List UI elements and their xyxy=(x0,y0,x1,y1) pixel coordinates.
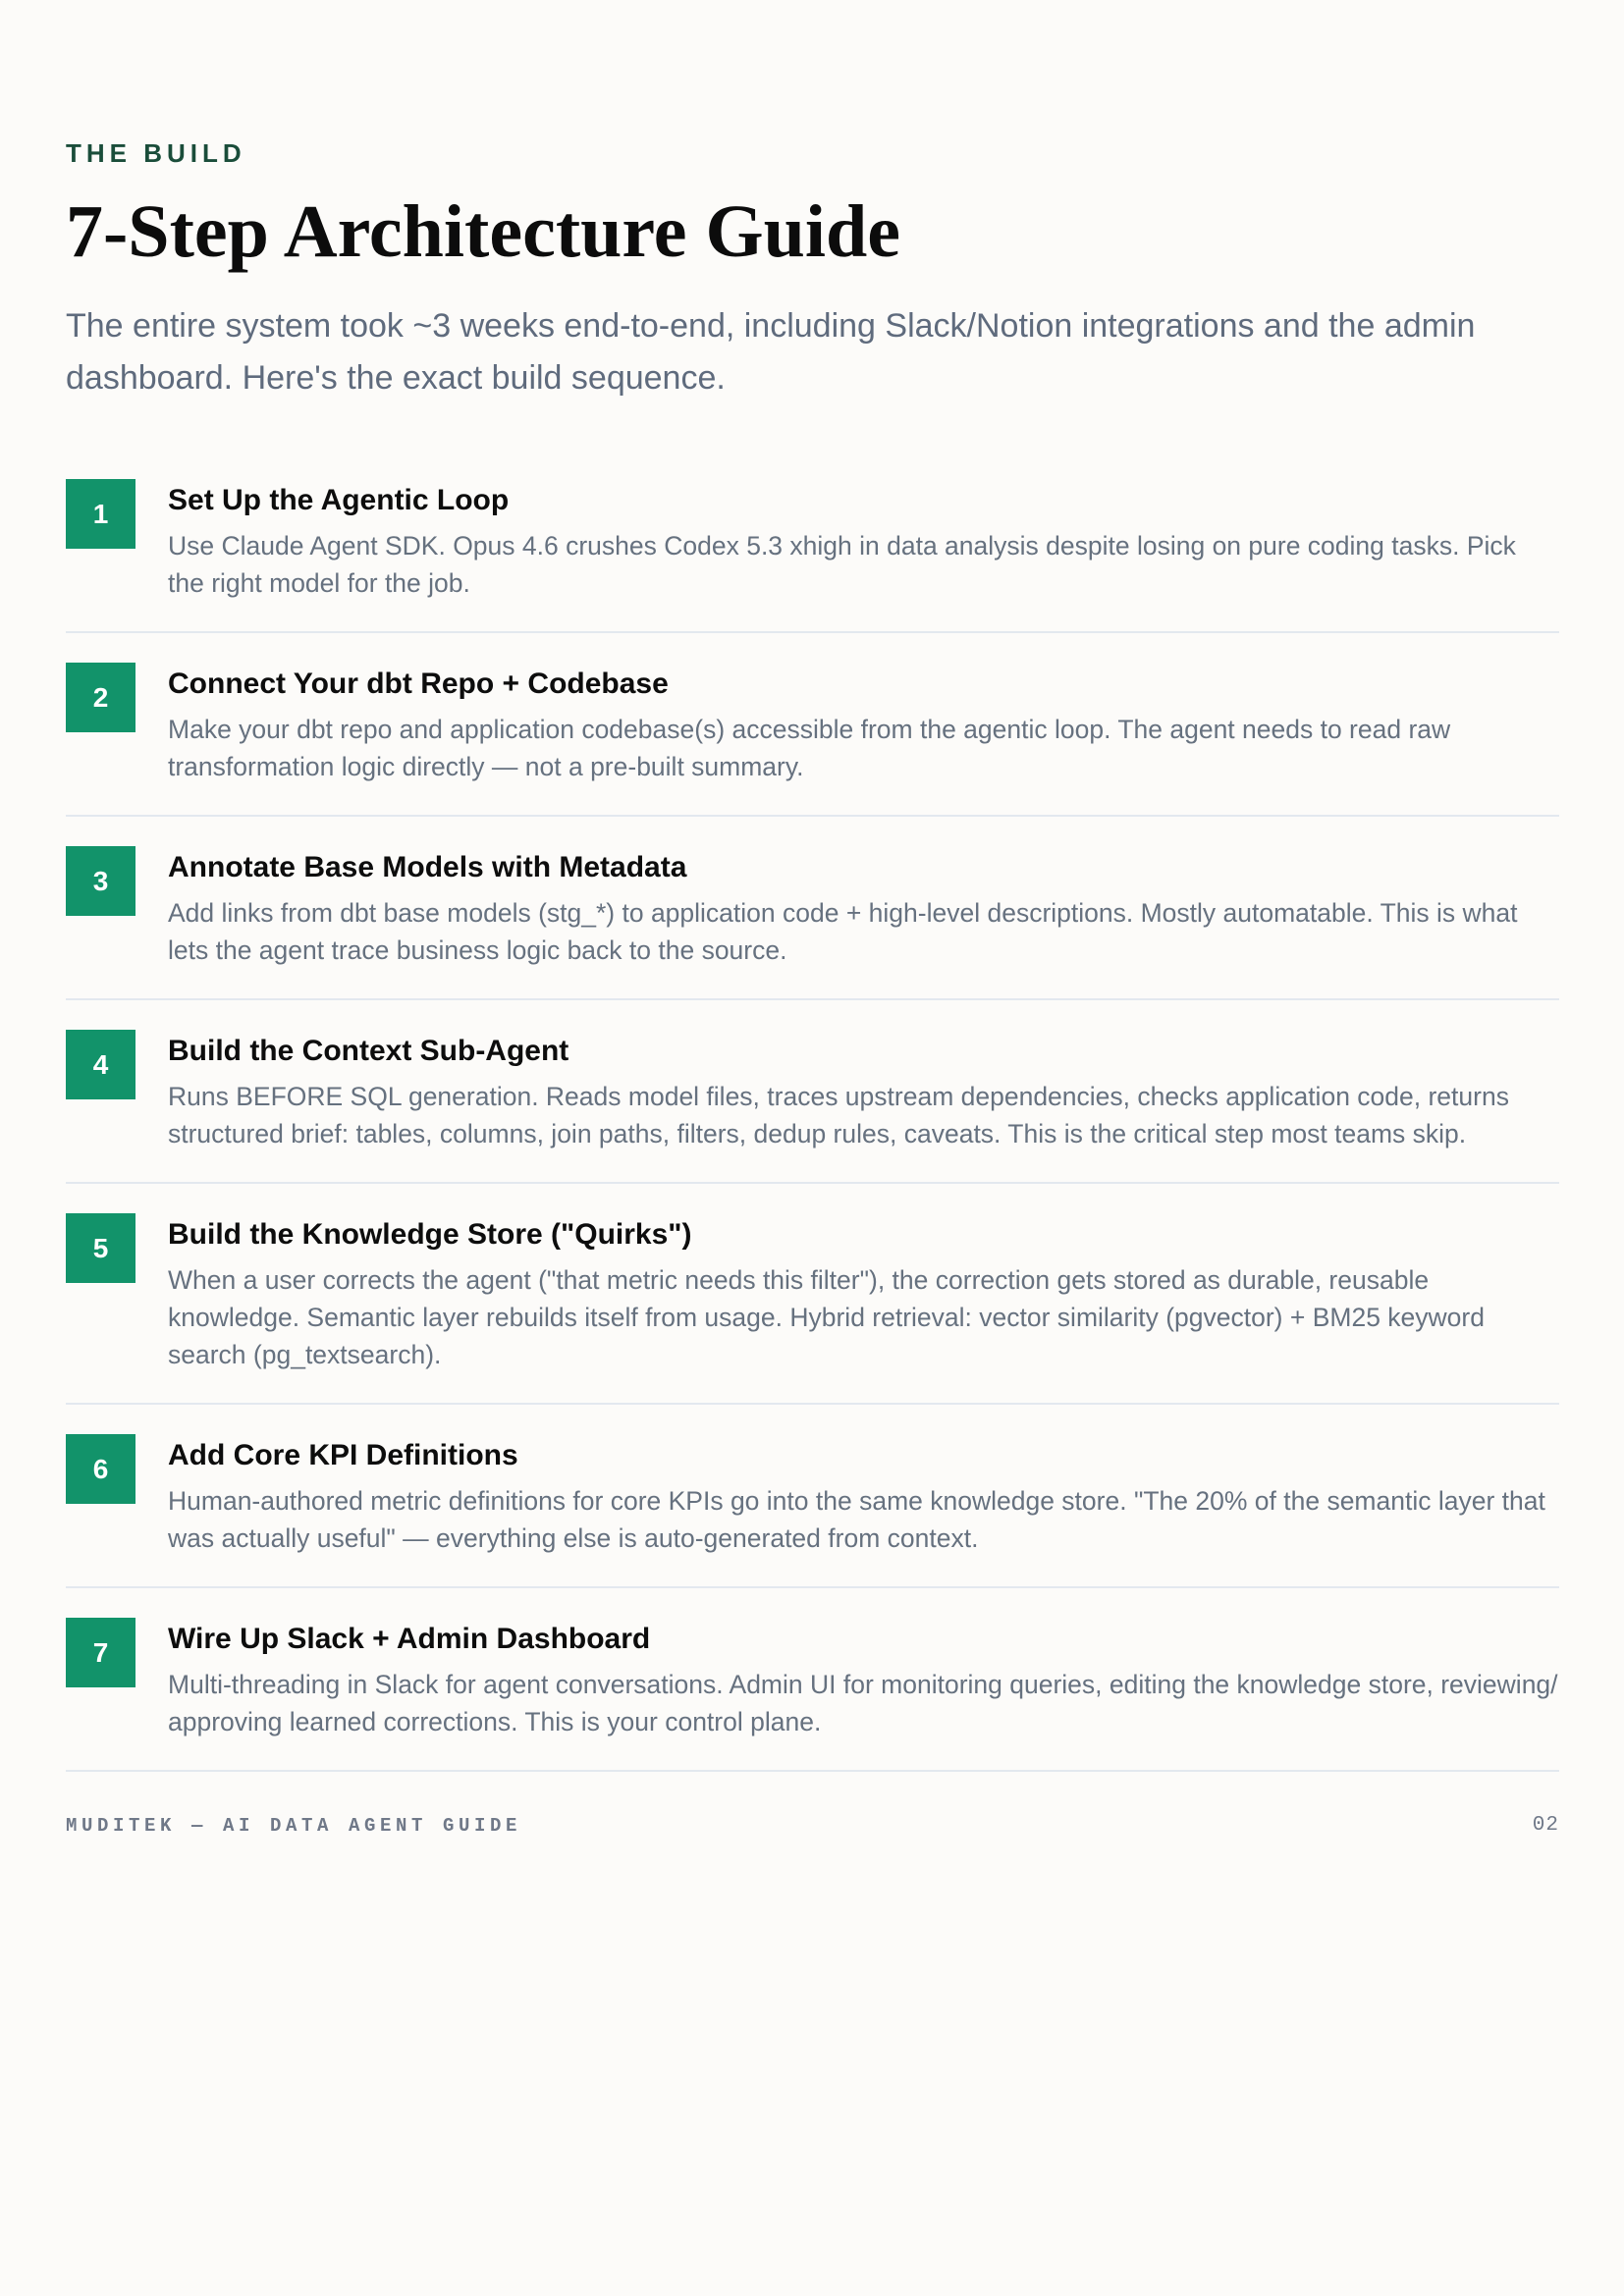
footer-brand: MUDITEK — AI DATA AGENT GUIDE xyxy=(66,1814,522,1837)
step-title: Build the Knowledge Store ("Quirks") xyxy=(168,1218,692,1251)
page-title: 7-Step Architecture Guide xyxy=(66,190,900,273)
step-description: Human-authored metric definitions for core KPIs go into the same knowledge store. "The 20% of the semantic layer that was actually useful" — everything else is auto-generated from context. xyxy=(168,1486,1545,1553)
step-number-badge: 6 xyxy=(66,1434,135,1504)
page-number: 02 xyxy=(1532,1814,1559,1837)
step-item xyxy=(66,1618,1559,1772)
step-item xyxy=(66,1213,1559,1405)
step-item xyxy=(66,663,1559,817)
step-title: Set Up the Agentic Loop xyxy=(168,484,510,516)
step-title: Wire Up Slack + Admin Dashboard xyxy=(168,1623,651,1655)
step-title: Annotate Base Models with Metadata xyxy=(168,851,687,883)
step-body xyxy=(168,1438,1559,1557)
step-body xyxy=(168,850,1559,969)
step-body xyxy=(168,1217,1559,1373)
step-body xyxy=(168,1034,1559,1152)
step-number-badge: 7 xyxy=(66,1618,135,1687)
step-list xyxy=(66,479,1559,1772)
step-item xyxy=(66,479,1559,633)
step-number-badge: 4 xyxy=(66,1030,135,1099)
section-eyebrow: THE BUILD xyxy=(66,138,246,168)
step-title: Connect Your dbt Repo + Codebase xyxy=(168,667,669,700)
step-description: Add links from dbt base models (stg_*) to application code + high-level descriptions. Mostly automatable. This is what lets the agent trace business logic back to the source. xyxy=(168,898,1518,965)
page-footer xyxy=(66,1814,1559,1837)
step-title: Add Core KPI Definitions xyxy=(168,1439,518,1471)
step-description: When a user corrects the agent ("that metric needs this filter"), the correction gets stored as durable, reusable knowledge. Semantic layer rebuilds itself from usage. Hybrid retrieval: vector similarity (pgvector) + BM25 keyword search (pg_textsearch). xyxy=(168,1265,1485,1369)
step-number-badge: 5 xyxy=(66,1213,135,1283)
step-number-badge: 1 xyxy=(66,479,135,549)
step-body xyxy=(168,1622,1559,1740)
step-description: Make your dbt repo and application codebase(s) accessible from the agentic loop. The agent needs to read raw transformation logic directly — not a pre-built summary. xyxy=(168,715,1451,781)
step-description: Runs BEFORE SQL generation. Reads model files, traces upstream dependencies, checks application code, returns structured brief: tables, columns, join paths, filters, dedup rules, caveats. This is the critical step most teams skip. xyxy=(168,1082,1509,1148)
page-subtitle: The entire system took ~3 weeks end-to-end, including Slack/Notion integrations and the admin dashboard. Here's the exact build sequence. xyxy=(66,307,1476,397)
step-number-badge: 2 xyxy=(66,663,135,732)
step-description: Use Claude Agent SDK. Opus 4.6 crushes Codex 5.3 xhigh in data analysis despite losing on pure coding tasks. Pick the right model for the job. xyxy=(168,531,1516,598)
step-body xyxy=(168,483,1559,602)
step-item xyxy=(66,1434,1559,1588)
step-body xyxy=(168,667,1559,785)
step-title: Build the Context Sub-Agent xyxy=(168,1035,569,1067)
step-item xyxy=(66,1030,1559,1184)
step-description: Multi-threading in Slack for agent conversations. Admin UI for monitoring queries, editing the knowledge store, reviewing/ approving learned corrections. This is your control plane. xyxy=(168,1670,1558,1736)
step-item xyxy=(66,846,1559,1000)
step-number-badge: 3 xyxy=(66,846,135,916)
